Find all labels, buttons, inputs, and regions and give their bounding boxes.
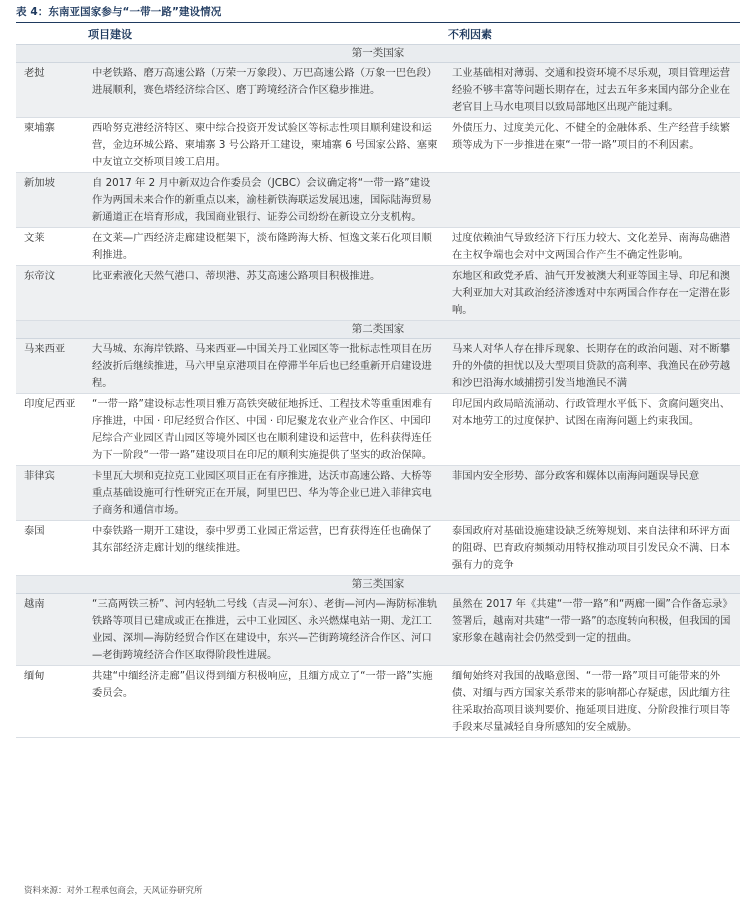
country-table — [16, 24, 740, 738]
country-name: 印度尼西亚 — [16, 394, 84, 466]
project-cell: 共建“中缅经济走廊”倡议得到缅方积极响应，且缅方成立了“一带一路”实施委员会。 — [84, 666, 444, 738]
country-name: 东帝汶 — [16, 266, 84, 321]
negative-cell: 虽然在 2017 年《共建“一带一路”和“两廊一圈”合作备忘录》签署后，越南对共建“一带一路”的态度转向积极，但我国的国家形象在越南社会仍然受到一定的扭曲。 — [444, 594, 740, 666]
negative-cell: 菲国内安全形势、部分政客和媒体以南海问题误导民意 — [444, 466, 740, 521]
project-cell: 中泰铁路一期开工建设，泰中罗勇工业园正常运营，巴育获得连任也确保了其东部经济走廊计划的继续推进。 — [84, 521, 444, 576]
project-cell: 西哈努克港经济特区、柬中综合投资开发试验区等标志性项目顺利建设和运营，金边环城公路、柬埔寨 3 号公路开工建设，柬埔寨 6 号国家公路、塞柬中友谊立交桥项目竣工启用。 — [84, 118, 444, 173]
country-name: 柬埔寨 — [16, 118, 84, 173]
project-cell: “一带一路”建设标志性项目雅万高铁突破征地拆迁、工程技术等重重困难有序推进，中国 · 印尼经贸合作区、中国 · 印尼聚龙农业产业合作区、中国印尼综合产业园区青山园区等境外园区也在顺利建设和运营中，佐科获得连任为下一阶段“一带一路”建设项目在印尼的顺利实施提供了坚实的政治保障。 — [84, 394, 444, 466]
negative-cell: 外债压力、过度美元化、不健全的金融体系、生产经营手续繁琐等成为下一步推进在柬“一带一路”项目的不利因素。 — [444, 118, 740, 173]
header-negative: 不利因素 — [444, 24, 740, 45]
category-label: 第三类国家 — [16, 576, 740, 594]
project-cell: 自 2017 年 2 月中新双边合作委员会（JCBC）会议确定将“一带一路”建设作为两国未来合作的新重点以来，渝桂新铁海联运发展迅速，国际陆海贸易新通道正在培育形成，我国商业银行、证券公司纷纷在新设立分支机构。 — [84, 173, 444, 228]
source-note: 资料来源：对外工程承包商会，天风证券研究所 — [24, 886, 203, 896]
country-name: 越南 — [16, 594, 84, 666]
table-caption: 表 4：东南亚国家参与“一带一路”建设情况 — [16, 6, 222, 18]
table-row — [16, 63, 740, 118]
negative-cell: 缅甸始终对我国的战略意图、“一带一路”项目可能带来的外债、对缅与西方国家关系带来的影响都心存疑虑，因此缅方往往采取抬高项目谈判要价、拖延项目进度、分阶段推行项目等手段来尽量减轻自身所感知的安全威胁。 — [444, 666, 740, 738]
category-label: 第二类国家 — [16, 321, 740, 339]
table-row — [16, 118, 740, 173]
category-row — [16, 45, 740, 63]
header-country — [16, 24, 84, 45]
category-row — [16, 321, 740, 339]
table-row — [16, 594, 740, 666]
category-row — [16, 576, 740, 594]
table-row — [16, 228, 740, 266]
table-row — [16, 666, 740, 738]
project-cell: “三高两铁三桥”、河内轻轨二号线（吉灵—河东）、老街—河内—海防标准轨铁路等项目已建成或正在推进，云中工业园区、永兴燃煤电站一期、龙江工业园、深圳—海防经贸合作区在建设中，东兴—芒街跨境经济合作区、河口—老街跨境经济合作区取得阶段性进展。 — [84, 594, 444, 666]
negative-cell: 马来人对华人存在排斥现象、长期存在的政治问题、对不断攀升的外债的担忧以及大型项目贷款的高利率、我渔民在砂劳越和沙巴沿海水域捕捞引发当地渔民不满 — [444, 339, 740, 394]
country-name: 老挝 — [16, 63, 84, 118]
country-name: 缅甸 — [16, 666, 84, 738]
negative-cell: 东地区和政党矛盾、油气开发被澳大利亚等国主导、印尼和澳大利亚加大对其政治经济渗透对中东两国合作存在一定潜在影响。 — [444, 266, 740, 321]
negative-cell: 过度依赖油气导致经济下行压力较大、文化差异、南海岛礁潜在主权争端也会对中文两国合作产生不确定性影响。 — [444, 228, 740, 266]
table-row — [16, 394, 740, 466]
project-cell: 中老铁路、磨万高速公路（万荣一万象段）、万巴高速公路（万象一巴色段）进展顺利，赛色塔经济综合区、磨丁跨境经济合作区稳步推进。 — [84, 63, 444, 118]
project-cell: 在文莱—广西经济走廊建设框架下，淡布隆跨海大桥、恒逸文莱石化项目顺利推进。 — [84, 228, 444, 266]
category-label: 第一类国家 — [16, 45, 740, 63]
negative-cell — [444, 173, 740, 228]
project-cell: 比亚索液化天然气港口、蒂坝港、苏艾高速公路项目积极推进。 — [84, 266, 444, 321]
table-row — [16, 521, 740, 576]
table-row — [16, 266, 740, 321]
negative-cell: 工业基础相对薄弱、交通和投资环境不尽乐观，项目管理运营经验不够丰富等问题长期存在，过去五年多来国内部分企业在老官目上马水电项目以致局部地区出现产能过剩。 — [444, 63, 740, 118]
negative-cell: 印尼国内政局暗流涌动、行政管理水平低下、贪腐问题突出、对本地劳工的过度保护、试图在南海问题上约束我国。 — [444, 394, 740, 466]
header-row — [16, 24, 740, 45]
negative-cell: 泰国政府对基础设施建设缺乏统筹规划、来自法律和环评方面的阻碍、巴育政府频频动用特权推动项目引发民众不满、日本强有力的竞争 — [444, 521, 740, 576]
country-name: 菲律宾 — [16, 466, 84, 521]
country-name: 泰国 — [16, 521, 84, 576]
caption-rule — [16, 22, 740, 23]
project-cell: 大马城、东海岸铁路、马来西亚—中国关丹工业园区等一批标志性项目在历经波折后继续推进，马六甲皇京港项目在停滞半年后也已经重新开启建设进程。 — [84, 339, 444, 394]
country-name: 新加坡 — [16, 173, 84, 228]
country-name: 文莱 — [16, 228, 84, 266]
table-row — [16, 339, 740, 394]
table-row — [16, 466, 740, 521]
table-row — [16, 173, 740, 228]
header-project: 项目建设 — [84, 24, 444, 45]
project-cell: 卡里瓦大坝和克拉克工业园区项目正在有序推进，达沃市高速公路、大桥等重点基础设施可行性研究正在开展，阿里巴巴、华为等企业已进入菲律宾电子商务和通信市场。 — [84, 466, 444, 521]
country-name: 马来西亚 — [16, 339, 84, 394]
